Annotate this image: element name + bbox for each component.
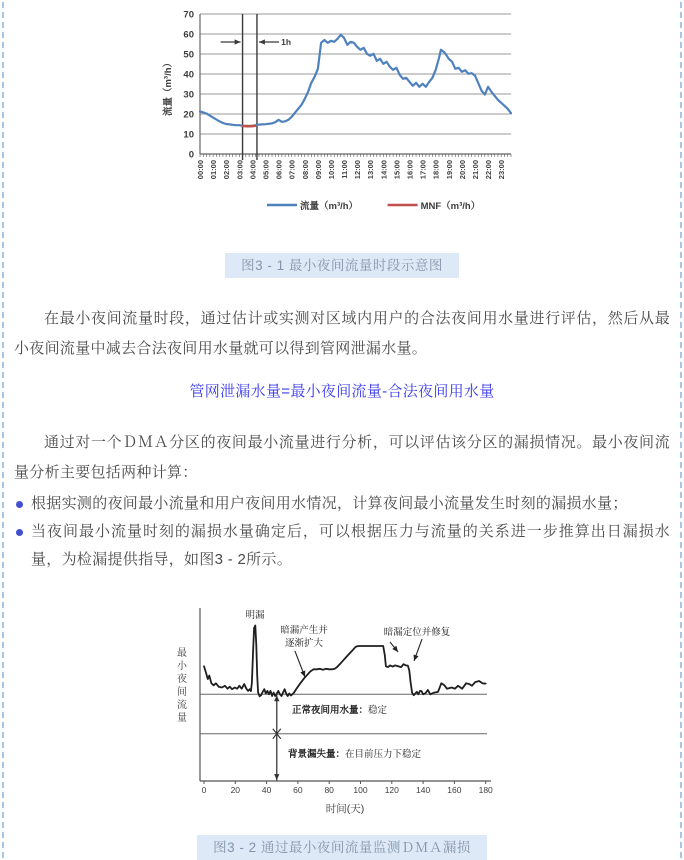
x-tick-label: 14:00 xyxy=(379,160,388,179)
x-tick-label: 120 xyxy=(385,785,399,795)
paragraph-mnf-method: 在最小夜间流量时段，通过估计或实测对区域内用户的合法夜间用水量进行评估，然后从最小夜间流量中减去合法夜间用水量就可以得到管网泄漏水量。 xyxy=(14,304,670,364)
y-axis-label xyxy=(177,647,188,724)
figure-3-1 xyxy=(14,2,670,229)
svg-text:逐渐扩大: 逐渐扩大 xyxy=(285,637,324,649)
leakage-formula: 管网泄漏水量=最小夜间流量-合法夜间用水量 xyxy=(14,382,670,402)
y-tick-label: 30 xyxy=(183,90,194,101)
svg-text:量: 量 xyxy=(177,712,187,724)
svg-text:间: 间 xyxy=(177,685,187,698)
component-divider-arrow xyxy=(273,694,281,781)
x-tick-label: 04:00 xyxy=(248,160,257,179)
x-tick-label: 05:00 xyxy=(261,160,270,179)
bullet-dot-icon xyxy=(16,501,23,508)
x-tick-label: 18:00 xyxy=(432,160,441,179)
x-tick-label: 22:00 xyxy=(484,160,493,179)
list-item xyxy=(14,490,670,518)
chart2-plot xyxy=(177,608,493,815)
svg-text:暗漏产生并: 暗漏产生并 xyxy=(280,624,328,636)
x-tick-label: 19:00 xyxy=(445,160,454,179)
x-tick-label: 80 xyxy=(324,785,334,795)
paragraph-dma-analysis: 通过对一个ＤＭＡ分区的夜间最小流量进行分析，可以评估该分区的漏损情况。最小夜间流量分析主要包括两种计算： xyxy=(14,428,670,488)
x-tick-label: 16:00 xyxy=(406,160,415,179)
annotation-burst xyxy=(246,610,266,621)
svg-text:暗漏定位并修复: 暗漏定位并修复 xyxy=(384,626,451,638)
x-tick-label: 11:00 xyxy=(340,160,349,179)
x-axis-label: 时间(天) xyxy=(326,802,365,815)
analysis-bullet-list xyxy=(14,490,670,574)
y-tick-label: 20 xyxy=(183,110,194,121)
x-tick-label: 0 xyxy=(202,785,207,795)
figure-3-2-caption: 图3 - 2 通过最小夜间流量监测ＤＭＡ漏损 xyxy=(197,835,487,860)
y-tick-label: 0 xyxy=(189,150,194,161)
x-tick-label: 09:00 xyxy=(314,160,323,179)
x-tick-label: 00:00 xyxy=(196,160,205,179)
x-tick-label: 23:00 xyxy=(497,160,506,179)
chart1-plot xyxy=(162,10,511,180)
figure-3-2-caption-row xyxy=(14,835,670,860)
x-tick-label: 21:00 xyxy=(471,160,480,179)
x-tick-label: 10:00 xyxy=(327,160,336,179)
y-tick-label: 10 xyxy=(183,130,194,141)
bullet-text: 根据实测的夜间最小流量和用户夜间用水情况，计算夜间最小流量发生时刻的漏损水量； xyxy=(31,490,628,518)
one-hour-label: 1h xyxy=(281,37,291,47)
x-tick-label: 08:00 xyxy=(301,160,310,179)
y-tick-label: 40 xyxy=(183,70,194,81)
zone-label: 背景漏失量：在目前压力下稳定 xyxy=(288,748,422,760)
x-tick-label: 17:00 xyxy=(419,160,428,179)
svg-text:最: 最 xyxy=(177,647,187,659)
x-tick-label: 02:00 xyxy=(222,160,231,179)
figure-3-1-caption-row xyxy=(14,253,670,278)
x-tick-label: 100 xyxy=(353,785,367,795)
svg-text:夜: 夜 xyxy=(177,672,187,685)
x-tick-label: 03:00 xyxy=(235,160,244,179)
svg-text:小: 小 xyxy=(177,659,188,672)
dma-leak-monitoring-chart xyxy=(152,594,532,826)
x-tick-label: 07:00 xyxy=(288,160,297,179)
article-body xyxy=(0,2,684,860)
figure-3-1-caption: 图3 - 1 最小夜间流量时段示意图 xyxy=(225,253,459,278)
minimum-night-flow-day-curve-chart xyxy=(147,2,537,224)
x-tick-label: 13:00 xyxy=(366,160,375,179)
svg-text:流: 流 xyxy=(177,698,187,711)
bullet-text: 当夜间最小流量时刻的漏损水量确定后，可以根据压力与流量的关系进一步推算出日漏损水量，为检漏提供指导，如图3 - 2所示。 xyxy=(31,518,670,574)
figure-3-2 xyxy=(14,594,670,831)
y-axis-label: 流量（m³/h） xyxy=(162,58,174,116)
bullet-dot-icon xyxy=(16,529,23,536)
x-tick-label: 60 xyxy=(293,785,303,795)
x-tick-label: 180 xyxy=(479,785,493,795)
annotation-leak-located-repaired xyxy=(384,626,451,661)
x-tick-label: 06:00 xyxy=(275,160,284,179)
x-tick-label: 15:00 xyxy=(392,160,401,179)
legend-label: 流量（m³/h） xyxy=(300,200,358,212)
page-dashed-border-right xyxy=(680,2,682,858)
flow-series-line xyxy=(200,35,511,126)
y-tick-label: 60 xyxy=(183,30,194,41)
x-tick-label: 01:00 xyxy=(209,160,218,179)
x-tick-label: 40 xyxy=(262,785,272,795)
y-tick-label: 70 xyxy=(183,10,194,21)
x-tick-label: 140 xyxy=(416,785,430,795)
svg-text:明漏: 明漏 xyxy=(246,610,266,621)
legend-label: MNF（m³/h） xyxy=(421,200,481,212)
page-dashed-border-left xyxy=(2,2,4,858)
zone-label: 正常夜间用水量：稳定 xyxy=(292,704,388,716)
list-item xyxy=(14,518,670,574)
chart1-legend xyxy=(267,200,480,212)
y-tick-label: 50 xyxy=(183,50,194,61)
x-tick-label: 12:00 xyxy=(353,160,362,179)
x-tick-label: 20 xyxy=(231,785,241,795)
x-tick-label: 160 xyxy=(447,785,461,795)
x-tick-label: 20:00 xyxy=(458,160,467,179)
